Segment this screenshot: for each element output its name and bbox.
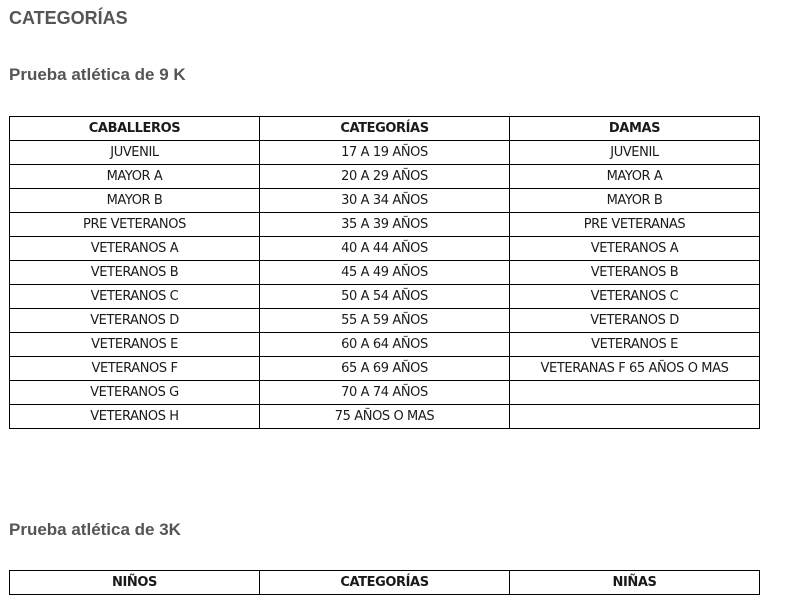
cell-men: VETERANOS F <box>10 357 260 381</box>
table-row <box>10 237 760 261</box>
categories-table-9k <box>9 116 760 429</box>
section-heading-9k: Prueba atlética de 9 K <box>9 65 186 84</box>
header-women: DAMAS <box>510 117 760 141</box>
table-header-row <box>10 117 760 141</box>
cell-men: MAYOR A <box>10 165 260 189</box>
header-girls: NIÑAS <box>510 571 760 595</box>
cell-men: VETERANOS A <box>10 237 260 261</box>
cell-category: 40 A 44 AÑOS <box>260 237 510 261</box>
cell-category: 65 A 69 AÑOS <box>260 357 510 381</box>
cell-women: VETERANOS A <box>510 237 760 261</box>
cell-men: VETERANOS E <box>10 333 260 357</box>
cell-men: PRE VETERANOS <box>10 213 260 237</box>
cell-category: 17 A 19 AÑOS <box>260 141 510 165</box>
header-category: CATEGORÍAS <box>260 571 510 595</box>
cell-men: JUVENIL <box>10 141 260 165</box>
cell-women: VETERANOS C <box>510 285 760 309</box>
cell-category: 60 A 64 AÑOS <box>260 333 510 357</box>
table-row <box>10 357 760 381</box>
cell-category: 20 A 29 AÑOS <box>260 165 510 189</box>
table-row <box>10 309 760 333</box>
table-row <box>10 189 760 213</box>
cell-category: 70 A 74 AÑOS <box>260 381 510 405</box>
cell-women: MAYOR A <box>510 165 760 189</box>
header-men: CABALLEROS <box>10 117 260 141</box>
table-row <box>10 213 760 237</box>
cell-women <box>510 405 760 429</box>
cell-men: VETERANOS H <box>10 405 260 429</box>
cell-men: VETERANOS B <box>10 261 260 285</box>
cell-women: MAYOR B <box>510 189 760 213</box>
page-title: CATEGORÍAS <box>9 8 128 28</box>
table-row <box>10 333 760 357</box>
cell-men: MAYOR B <box>10 189 260 213</box>
cell-women: VETERANOS B <box>510 261 760 285</box>
table-row <box>10 405 760 429</box>
cell-women: JUVENIL <box>510 141 760 165</box>
section-heading-3k: Prueba atlética de 3K <box>9 520 181 539</box>
table-row <box>10 285 760 309</box>
header-category: CATEGORÍAS <box>260 117 510 141</box>
cell-women: VETERANOS D <box>510 309 760 333</box>
cell-category: 55 A 59 AÑOS <box>260 309 510 333</box>
cell-category: 35 A 39 AÑOS <box>260 213 510 237</box>
header-boys: NIÑOS <box>10 571 260 595</box>
table-row <box>10 141 760 165</box>
categories-table-3k <box>9 570 760 595</box>
cell-men: VETERANOS G <box>10 381 260 405</box>
cell-women: PRE VETERANAS <box>510 213 760 237</box>
table-row <box>10 165 760 189</box>
table-row <box>10 381 760 405</box>
cell-women <box>510 381 760 405</box>
cell-category: 50 A 54 AÑOS <box>260 285 510 309</box>
cell-women: VETERANOS E <box>510 333 760 357</box>
cell-men: VETERANOS D <box>10 309 260 333</box>
table-header-row <box>10 571 760 595</box>
cell-category: 45 A 49 AÑOS <box>260 261 510 285</box>
cell-men: VETERANOS C <box>10 285 260 309</box>
cell-category: 30 A 34 AÑOS <box>260 189 510 213</box>
cell-category: 75 AÑOS O MAS <box>260 405 510 429</box>
table-row <box>10 261 760 285</box>
cell-women: VETERANAS F 65 AÑOS O MAS <box>510 357 760 381</box>
